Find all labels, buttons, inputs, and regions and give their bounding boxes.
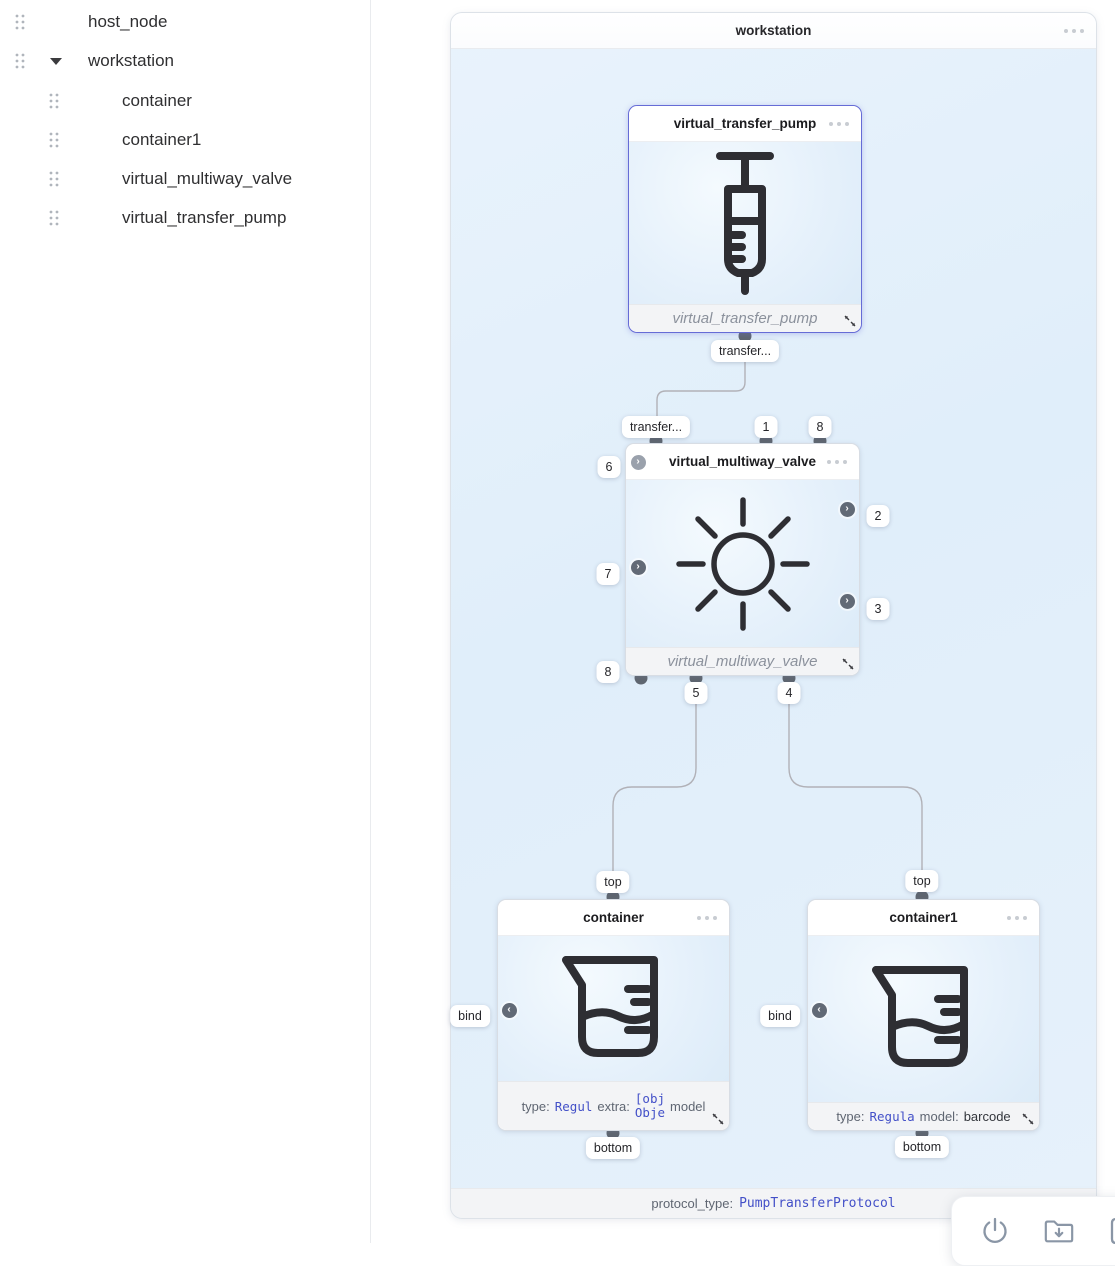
port-handle-valve-2[interactable]: ›: [840, 502, 855, 517]
multiway-valve-icon: [675, 496, 811, 632]
type-value: Regula: [869, 1109, 915, 1124]
type-value: Regul: [554, 1098, 593, 1114]
node-body: [808, 936, 1039, 1102]
node-header[interactable]: [629, 106, 861, 142]
tree-item-label: virtual_multiway_valve: [122, 169, 293, 188]
resize-handle-icon[interactable]: [841, 657, 855, 671]
type-label: type:: [836, 1109, 865, 1124]
port-label-valve-3[interactable]: 3: [867, 598, 890, 620]
port-label-valve-6[interactable]: 6: [598, 456, 621, 478]
node-virtual-multiway-valve[interactable]: [625, 443, 860, 676]
group-title: workstation: [735, 23, 812, 38]
drag-handle-icon[interactable]: [14, 12, 26, 32]
node-header[interactable]: [808, 900, 1039, 936]
tree-item-label: container1: [122, 130, 202, 149]
port-label-container-bottom[interactable]: bottom: [586, 1137, 640, 1159]
tree-item-virtual-multiway-valve[interactable]: [0, 160, 292, 198]
tree-item-label: container: [122, 91, 192, 110]
drag-handle-icon[interactable]: [48, 91, 60, 111]
port-handle-valve-3[interactable]: ›: [840, 594, 855, 609]
port-label-valve-1[interactable]: 1: [755, 416, 778, 438]
port-handle-container-bind[interactable]: ‹: [502, 1003, 517, 1018]
resize-handle-icon[interactable]: [711, 1112, 725, 1126]
port-label-valve-2[interactable]: 2: [867, 505, 890, 527]
tree-item-host-node[interactable]: [0, 3, 167, 41]
syringe-icon: [705, 147, 785, 299]
port-label-container-top[interactable]: top: [596, 871, 629, 893]
canvas-toolbar: [951, 1196, 1115, 1266]
node-virtual-transfer-pump[interactable]: [628, 105, 862, 333]
ellipsis-menu-icon[interactable]: [1007, 916, 1027, 920]
port-label-container1-bottom[interactable]: bottom: [895, 1136, 949, 1158]
resize-handle-icon[interactable]: [843, 314, 857, 328]
port-label-valve-4[interactable]: 4: [778, 682, 801, 704]
port-label-container1-bind[interactable]: bind: [760, 1005, 800, 1027]
drag-handle-icon[interactable]: [48, 169, 60, 189]
port-handle-container1-bind[interactable]: ‹: [812, 1003, 827, 1018]
node-header[interactable]: [498, 900, 729, 936]
node-container[interactable]: [497, 899, 730, 1131]
ellipsis-menu-icon[interactable]: [829, 122, 849, 126]
tree-item-label: host_node: [88, 12, 168, 31]
file-icon[interactable]: [1107, 1215, 1115, 1247]
port-label-container-bind[interactable]: bind: [450, 1005, 490, 1027]
folder-download-icon[interactable]: [1043, 1215, 1075, 1247]
tree-item-label: virtual_transfer_pump: [122, 208, 287, 227]
model-label: model: [670, 1098, 706, 1114]
node-footer-label: virtual_multiway_valve: [667, 653, 818, 670]
extra-value: [obj Obje: [634, 1090, 666, 1120]
node-title: virtual_transfer_pump: [673, 116, 817, 131]
node-title: container1: [889, 910, 958, 925]
beaker-icon: [866, 963, 982, 1075]
node-footer: [626, 647, 859, 675]
beaker-icon: [556, 953, 672, 1065]
ellipsis-menu-icon[interactable]: [1064, 29, 1084, 33]
tree-item-container[interactable]: [0, 82, 192, 120]
tree-item-container1[interactable]: [0, 121, 201, 159]
port-label-container1-top[interactable]: top: [905, 870, 938, 892]
port-label-pump-transfer[interactable]: transfer...: [711, 340, 779, 362]
type-label: type:: [521, 1098, 550, 1114]
tree-sidebar: [0, 0, 371, 1243]
drag-handle-icon[interactable]: [14, 51, 26, 71]
port-label-valve-5[interactable]: 5: [685, 682, 708, 704]
node-footer: [808, 1102, 1039, 1130]
node-body: [626, 480, 859, 647]
port-label-valve-8-bottom[interactable]: 8: [597, 661, 620, 683]
model-label: model:: [919, 1109, 959, 1124]
node-footer: [629, 304, 861, 332]
port-label-valve-transfer[interactable]: transfer...: [622, 416, 690, 438]
protocol-type-label: protocol_type:: [651, 1196, 734, 1211]
group-header[interactable]: [451, 13, 1096, 49]
power-icon[interactable]: [979, 1215, 1011, 1247]
node-footer: [498, 1081, 729, 1130]
drag-handle-icon[interactable]: [48, 208, 60, 228]
tree-item-label: workstation: [88, 51, 174, 70]
port-label-valve-8-top[interactable]: 8: [809, 416, 832, 438]
port-handle-valve-7[interactable]: ›: [631, 560, 646, 575]
node-body: [498, 936, 729, 1081]
port-handle-valve-6[interactable]: ›: [631, 455, 646, 470]
drag-handle-icon[interactable]: [48, 130, 60, 150]
resize-handle-icon[interactable]: [1021, 1112, 1035, 1126]
extra-label: extra:: [597, 1098, 630, 1114]
caret-down-icon[interactable]: [50, 58, 62, 65]
node-header[interactable]: [626, 444, 859, 480]
ellipsis-menu-icon[interactable]: [827, 460, 847, 464]
node-body: [629, 142, 861, 304]
node-title: container: [583, 910, 644, 925]
node-footer-label: virtual_transfer_pump: [672, 310, 818, 327]
node-container1[interactable]: [807, 899, 1040, 1131]
node-title: virtual_multiway_valve: [668, 454, 817, 469]
tree-item-workstation[interactable]: [0, 42, 174, 80]
ellipsis-menu-icon[interactable]: [697, 916, 717, 920]
tree-item-virtual-transfer-pump[interactable]: [0, 199, 286, 237]
protocol-type-value: PumpTransferProtocol: [739, 1196, 896, 1211]
model-value: barcode: [963, 1109, 1011, 1124]
port-label-valve-7[interactable]: 7: [597, 563, 620, 585]
